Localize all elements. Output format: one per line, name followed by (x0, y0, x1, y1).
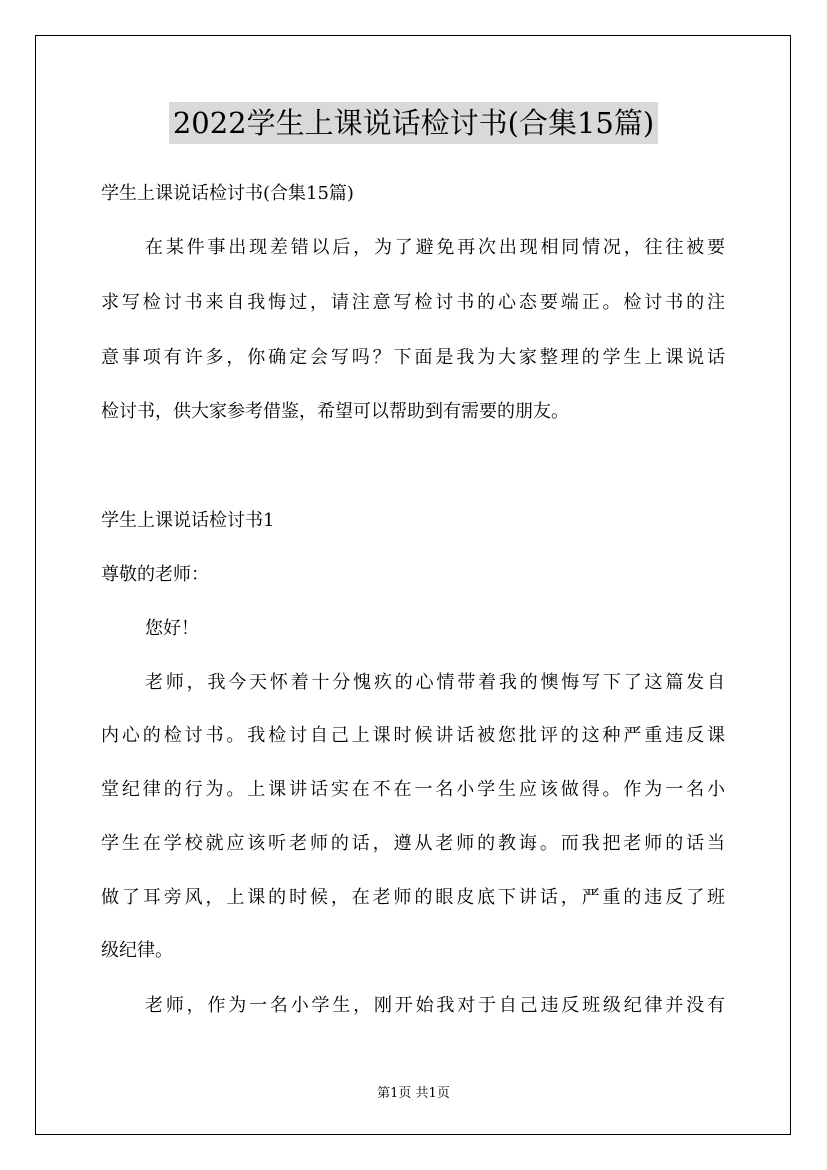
document-title: 2022学生上课说话检讨书(合集15篇) (169, 102, 658, 144)
greeting: 您好！ (145, 618, 199, 639)
subtitle: 学生上课说话检讨书(合集15篇) (101, 183, 354, 204)
salutation: 尊敬的老师： (101, 564, 209, 585)
intro-line-3: 意事项有许多，你确定会写吗？下面是我为大家整理的学生上课说话 (101, 347, 725, 368)
title-container (0, 102, 827, 144)
page-footer: 第1页 共1页 (377, 1086, 450, 1101)
intro-line-2: 求写检讨书来自我悔过，请注意写检讨书的心态要端正。检讨书的注 (101, 292, 725, 313)
para2-line-1: 老师，作为一名小学生，刚开始我对于自己违反班级纪律并没有 (145, 995, 725, 1016)
para1-line-4: 学生在学校就应该听老师的话，遵从老师的教诲。而我把老师的话当 (101, 833, 725, 854)
para1-line-5: 做了耳旁风，上课的时候，在老师的眼皮底下讲话，严重的违反了班 (101, 887, 725, 908)
para1-line-6: 级纪律。 (101, 940, 173, 961)
intro-line-4: 检讨书，供大家参考借鉴，希望可以帮助到有需要的朋友。 (101, 401, 569, 422)
para1-line-2: 内心的检讨书。我检讨自己上课时候讲话被您批评的这种严重违反课 (101, 725, 725, 746)
section-heading: 学生上课说话检讨书1 (101, 510, 275, 531)
intro-line-1: 在某件事出现差错以后，为了避免再次出现相同情况，往往被要 (145, 237, 725, 258)
para1-line-3: 堂纪律的行为。上课讲话实在不在一名小学生应该做得。作为一名小 (101, 779, 725, 800)
para1-line-1: 老师，我今天怀着十分愧疚的心情带着我的懊悔写下了这篇发自 (145, 672, 725, 693)
